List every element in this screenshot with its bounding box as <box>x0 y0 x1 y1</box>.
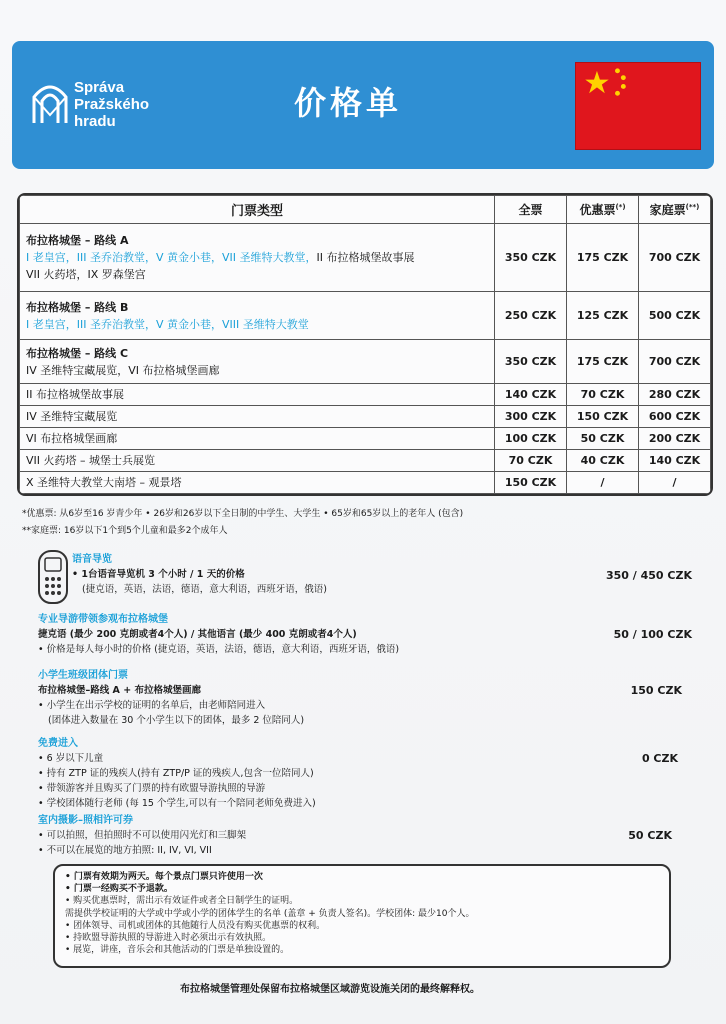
footer-disclaimer: 布拉格城堡管理处保留布拉格城堡区域游览设施关闭的最终解释权。 <box>180 984 480 995</box>
route-cell <box>20 292 495 340</box>
free-entry-section <box>38 736 692 811</box>
route-stops: IV 圣维特宝藏展览，VI 布拉格城堡画廊 <box>26 363 220 377</box>
route-title: 布拉格城堡 – 路线 B <box>26 300 129 314</box>
section-line: (团体进入数量在 30 个小学生以下的团体，最多 2 位陪同人) <box>48 715 305 726</box>
table-row <box>20 428 711 450</box>
china-flag-icon <box>575 62 701 150</box>
price-family: 200 CZK <box>639 428 711 450</box>
price-reduced: 125 CZK <box>567 292 639 340</box>
section-title: 语音导览 <box>72 554 112 565</box>
price-family: / <box>639 472 711 494</box>
school-section <box>38 668 692 728</box>
section-price: 150 CZK <box>630 684 682 697</box>
rule-line: • 团体领导、司机或团体的其他随行人员没有购买优惠票的权利。 <box>65 920 326 931</box>
ticket-price-table <box>17 193 713 496</box>
section-price: 50 / 100 CZK <box>613 628 692 641</box>
guide-section <box>38 612 692 657</box>
table-row <box>20 406 711 428</box>
price-family: 700 CZK <box>639 224 711 292</box>
price-full: 70 CZK <box>495 450 567 472</box>
section-title: 免费进入 <box>38 738 78 749</box>
table-row <box>20 384 711 406</box>
audio-guide-section <box>72 552 692 597</box>
route-stops-extra: II 布拉格城堡故事展 <box>316 251 415 264</box>
logo-line: Pražského <box>74 96 150 113</box>
route-cell <box>20 224 495 292</box>
table-row <box>20 450 711 472</box>
table-row <box>20 472 711 494</box>
price-reduced: / <box>567 472 639 494</box>
table-header-row <box>20 196 711 224</box>
rule-line: • 持欧盟导游执照的导游进入时必须出示有效执照。 <box>65 933 272 944</box>
price-full: 150 CZK <box>495 472 567 494</box>
rule-line: • 门票一经购买不予退款。 <box>65 884 173 895</box>
route-stops-2: VII 火药塔，IX 罗森堡宫 <box>26 268 146 281</box>
route-title: 布拉格城堡 – 路线 A <box>26 234 129 247</box>
logo-line: hradu <box>74 113 116 130</box>
price-reduced: 70 CZK <box>567 384 639 406</box>
route-cell <box>20 340 495 384</box>
price-reduced: 150 CZK <box>567 406 639 428</box>
price-reduced: 40 CZK <box>567 450 639 472</box>
price-full: 350 CZK <box>495 340 567 384</box>
price-family: 280 CZK <box>639 384 711 406</box>
section-line: • 带领游客并且购买了门票的持有欧盟导游执照的导游 <box>38 783 266 794</box>
price-full: 350 CZK <box>495 224 567 292</box>
price-family: 600 CZK <box>639 406 711 428</box>
section-line: 布拉格城堡–路线 A + 布拉格城堡画廊 <box>38 685 201 696</box>
route-title: 布拉格城堡 – 路线 C <box>26 346 129 360</box>
section-title: 专业导游带领参观布拉格城堡 <box>38 614 168 625</box>
section-line: • 1台语音导览机 3 个小时 / 1 天的价格 <box>72 569 245 580</box>
table-row <box>20 224 711 292</box>
header-banner <box>12 41 714 169</box>
section-price: 350 / 450 CZK <box>605 569 692 582</box>
price-full: 300 CZK <box>495 406 567 428</box>
page-title: 价格单 <box>294 84 403 122</box>
route-stops: I 老皇宫，III 圣乔治教堂，V 黄金小巷，VIII 圣维特大教堂 <box>26 317 309 331</box>
section-price: 0 CZK <box>641 752 678 765</box>
section-line: • 6 岁以下儿童 <box>38 753 104 764</box>
price-reduced: 175 CZK <box>567 224 639 292</box>
section-line: (捷克语，英语，法语，德语，意大利语，西班牙语，俄语) <box>82 584 327 595</box>
col-header-family: 家庭票(**) <box>639 196 711 224</box>
family-note: **家庭票: 16岁以下1个到5个儿童和最多2个成年人 <box>22 526 228 536</box>
section-line: • 价格是每人每小时的价格 (捷克语，英语，法语，德语，意大利语，西班牙语，俄语) <box>38 644 400 655</box>
logo-text <box>74 79 149 130</box>
logo-line: Správa <box>74 79 125 96</box>
audio-guide-device-icon <box>36 549 70 605</box>
section-line: • 可以拍照，但拍照时不可以使用闪光灯和三脚架 <box>38 830 247 841</box>
photo-section <box>38 813 692 858</box>
section-title: 室内摄影–照相许可券 <box>38 815 133 826</box>
exhibit-name: VI 布拉格城堡画廊 <box>20 428 495 450</box>
price-family: 500 CZK <box>639 292 711 340</box>
price-full: 250 CZK <box>495 292 567 340</box>
price-reduced: 175 CZK <box>567 340 639 384</box>
section-price: 50 CZK <box>628 829 672 842</box>
section-line: • 不可以在展览的地方拍照: II, IV, VI, VII <box>38 845 212 856</box>
exhibit-name: VII 火药塔 – 城堡士兵展览 <box>20 450 495 472</box>
col-header-full: 全票 <box>495 196 567 224</box>
prague-castle-logo-icon <box>30 79 70 127</box>
col-header-reduced: 优惠票(*) <box>567 196 639 224</box>
section-line: 捷克语 (最少 200 克朗或者4个人) / 其他语言 (最少 400 克朗或者4个人) <box>38 629 357 640</box>
table-row <box>20 340 711 384</box>
price-family: 700 CZK <box>639 340 711 384</box>
section-title: 小学生班级团体门票 <box>38 670 128 681</box>
price-family: 140 CZK <box>639 450 711 472</box>
rule-line: • 购买优惠票时，需出示有效证件或者全日制学生的证明。 <box>65 896 299 907</box>
price-full: 100 CZK <box>495 428 567 450</box>
col-header-type: 门票类型 <box>20 196 495 224</box>
ticket-rules-box <box>53 864 671 968</box>
rule-line: 需提供学校证明的大学或中学或小学的团体学生的名单 (盖章 + 负责人签名)。学校团体: 最少10个人。 <box>65 908 475 919</box>
price-notes <box>22 506 712 540</box>
exhibit-name: II 布拉格城堡故事展 <box>20 384 495 406</box>
route-stops: I 老皇宫，III 圣乔治教堂，V 黄金小巷，VII 圣维特大教堂， <box>26 251 317 264</box>
section-line: • 小学生在出示学校的证明的名单后，由老师陪同进入 <box>38 700 266 711</box>
table-row <box>20 292 711 340</box>
section-line: • 持有 ZTP 证的残疾人(持有 ZTP/P 证的残疾人,包含一位陪同人) <box>38 768 314 779</box>
reduced-note: *优惠票: 从6岁至16 岁青少年 • 26岁和26岁以下全日制的中学生、大学生 • 65岁和65岁以上的老年人 (包含) <box>22 509 464 519</box>
section-line: • 学校团体随行老师 (每 15 个学生,可以有一个陪同老师免费进入) <box>38 798 316 809</box>
price-full: 140 CZK <box>495 384 567 406</box>
rule-line: • 门票有效期为两天。每个景点门票只许使用一次 <box>65 872 263 882</box>
rule-line: • 展览，讲座，音乐会和其他活动的门票是单独设置的。 <box>65 945 290 956</box>
exhibit-name: X 圣维特大教堂大南塔 – 观景塔 <box>20 472 495 494</box>
price-reduced: 50 CZK <box>567 428 639 450</box>
exhibit-name: IV 圣维特宝藏展览 <box>20 406 495 428</box>
